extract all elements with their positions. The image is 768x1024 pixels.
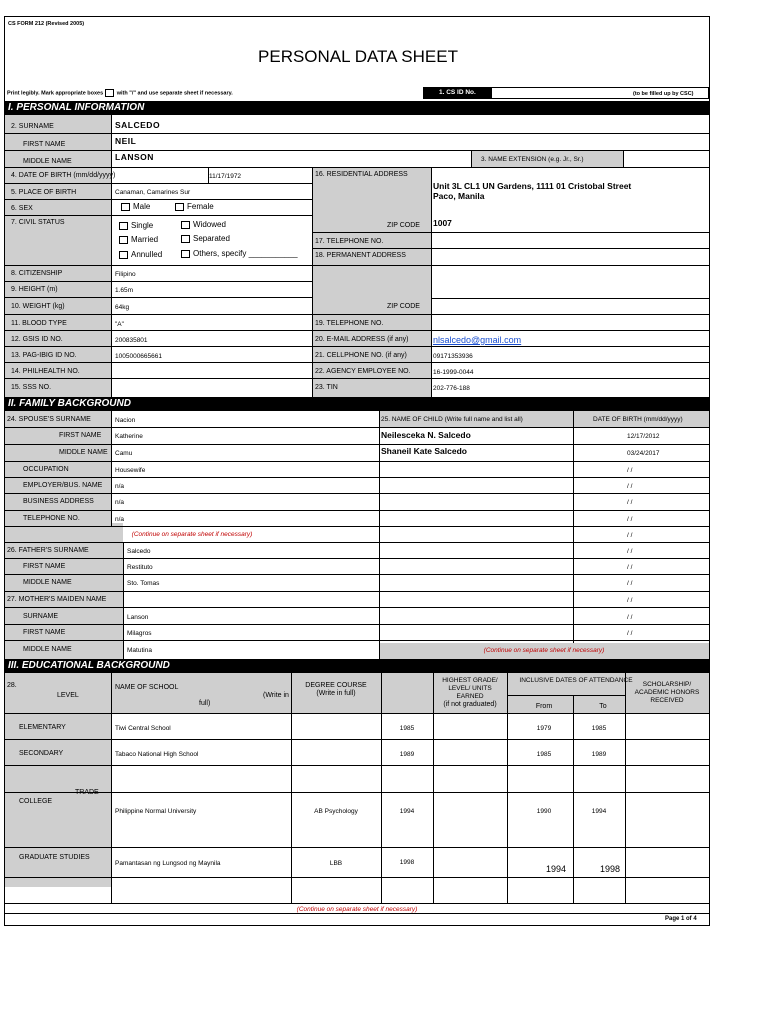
blood-type-value[interactable]: "A" [115, 321, 124, 328]
instructions [7, 89, 233, 98]
child-10-dob[interactable]: / / [627, 580, 633, 587]
gsis-value[interactable]: 200835801 [115, 337, 148, 344]
sss-label: 15. SSS NO. [11, 384, 52, 391]
form-code: CS FORM 212 (Revised 2005) [8, 21, 85, 27]
honors-header: SCHOLARSHIP/ ACADEMIC HONORS RECEIVED [634, 681, 700, 704]
section-educational-background: III. EDUCATIONAL BACKGROUND [5, 659, 709, 673]
section-personal-information: I. PERSONAL INFORMATION [5, 101, 709, 115]
child-8-dob[interactable]: / / [627, 548, 633, 555]
telephone-17-label: 17. TELEPHONE NO. [315, 238, 384, 245]
highest-level-header: HIGHEST GRADE/ LEVEL/ UNITS EARNED [442, 677, 498, 700]
agency-employee-label: 22. AGENCY EMPLOYEE NO. [315, 368, 411, 375]
secondary-school[interactable]: Tabaco National High School [115, 751, 199, 758]
spouse-surname-label: 24. SPOUSE'S SURNAME [7, 416, 91, 423]
spouse-first-value[interactable]: Katherine [115, 433, 143, 440]
secondary-from[interactable]: 1985 [536, 751, 552, 758]
sex-male-option[interactable] [121, 202, 150, 211]
graduate-year[interactable]: 1998 [399, 859, 415, 866]
citizenship-value[interactable]: Filipino [115, 271, 136, 278]
mother-first-value[interactable]: Milagros [127, 630, 152, 637]
checkbox-icon [181, 250, 190, 258]
graduate-from[interactable]: 1994 [545, 864, 567, 874]
middle-name-label: MIDDLE NAME [23, 158, 72, 165]
sex-male-label: Male [133, 202, 151, 211]
mother-middle-label: MIDDLE NAME [23, 646, 72, 653]
mother-first-label: FIRST NAME [23, 629, 66, 636]
sex-female-option[interactable] [175, 202, 214, 211]
tin-label: 23. TIN [315, 384, 338, 391]
elementary-school[interactable]: Tiwi Central School [115, 725, 171, 732]
telephone-value[interactable]: n/a [115, 516, 125, 523]
height-value[interactable]: 1.65m [115, 287, 134, 294]
civil-annulled-option[interactable] [119, 250, 162, 259]
checkbox-icon [181, 235, 190, 243]
pob-label: 5. PLACE OF BIRTH [11, 189, 77, 196]
name-extension-label: 3. NAME EXTENSION (e.g. Jr., Sr.) [481, 156, 584, 163]
father-first-value[interactable]: Restituto [127, 564, 153, 571]
permanent-zip-label: ZIP CODE [387, 303, 420, 310]
residential-zip-value[interactable]: 1007 [433, 218, 452, 228]
cellphone-label: 21. CELLPHONE NO. (if any) [315, 352, 407, 359]
section-family-background: II. FAMILY BACKGROUND [5, 397, 709, 411]
permanent-address-label: 18. PERMANENT ADDRESS [315, 252, 406, 259]
civil-others-label: Others, specify ___________ [193, 249, 298, 258]
occupation-label: OCCUPATION [23, 466, 69, 473]
education-number: 28. [7, 682, 17, 689]
height-label: 9. HEIGHT (m) [11, 286, 58, 293]
secondary-to[interactable]: 1989 [591, 751, 607, 758]
college-to[interactable]: 1994 [591, 808, 607, 815]
child-13-dob[interactable]: / / [627, 630, 633, 637]
telephone-19-label: 19. TELEPHONE NO. [315, 320, 384, 327]
father-middle-value[interactable]: Sto. Tomas [127, 580, 160, 587]
civil-separated-option[interactable] [181, 234, 230, 243]
graduate-school[interactable]: Pamantasan ng Lungsod ng Maynila [115, 860, 221, 867]
spouse-first-label: FIRST NAME [59, 432, 102, 439]
middle-name-value[interactable]: LANSON [115, 152, 154, 162]
page-number: Page 1 of 4 [665, 916, 697, 922]
father-first-label: FIRST NAME [23, 563, 66, 570]
children-dob-header: DATE OF BIRTH (mm/dd/yyyy) [593, 416, 683, 423]
child-5-dob[interactable]: / / [627, 499, 633, 506]
pob-value[interactable]: Canaman, Camarines Sur [115, 189, 191, 196]
elementary-to[interactable]: 1985 [591, 725, 607, 732]
page-title: PERSONAL DATA SHEET [258, 47, 458, 66]
civil-single-label: Single [131, 221, 154, 230]
residential-address-line2[interactable]: Paco, Manila [433, 191, 485, 201]
father-middle-label: MIDDLE NAME [23, 579, 72, 586]
philhealth-label: 14. PHILHEALTH NO. [11, 368, 80, 375]
mother-middle-value[interactable]: Matutina [127, 647, 152, 654]
school-header: NAME OF SCHOOL [115, 684, 179, 691]
civil-single-option[interactable] [119, 221, 153, 230]
child-7-dob[interactable]: / / [627, 532, 633, 539]
dob-value[interactable]: 11/17/1972 [209, 173, 242, 180]
checkbox-sample-icon [105, 89, 114, 97]
elementary-level: ELEMENTARY [19, 724, 66, 731]
sex-female-label: Female [187, 202, 214, 211]
attendance-header: INCLUSIVE DATES OF ATTENDANCE [519, 677, 633, 684]
attendance-to-header: To [599, 703, 607, 710]
weight-label: 10. WEIGHT (kg) [11, 303, 65, 310]
spouse-middle-value[interactable]: Camu [115, 450, 133, 457]
college-school[interactable]: Philippine Normal University [115, 808, 197, 815]
blood-type-label: 11. BLOOD TYPE [11, 320, 67, 327]
civil-married-option[interactable] [119, 235, 158, 244]
cs-id-label: 1. CS ID No. [439, 89, 476, 96]
children-continue-note: (Continue on separate sheet if necessary) [483, 647, 605, 654]
civil-separated-label: Separated [193, 234, 230, 243]
child-2-name[interactable]: Shaneil Kate Salcedo [381, 446, 467, 456]
dob-label: 4. DATE OF BIRTH (mm/dd/yyyy) [11, 172, 116, 179]
secondary-level: SECONDARY [19, 750, 64, 757]
father-surname-label: 26. FATHER'S SURNAME [7, 547, 89, 554]
first-name-value[interactable]: NEIL [115, 136, 137, 146]
checkbox-icon [119, 236, 128, 244]
civil-others-option[interactable] [181, 249, 298, 258]
degree-header: DEGREE COURSE [305, 682, 367, 689]
civil-widowed-option[interactable] [181, 220, 226, 229]
school-header-full: full) [199, 700, 211, 707]
residential-address-label: 16. RESIDENTIAL ADDRESS [315, 171, 408, 178]
surname-value[interactable]: SALCEDO [115, 120, 161, 130]
degree-subheader: (Write in full) [316, 690, 356, 697]
spouse-continue-note: (Continue on separate sheet if necessary) [131, 531, 253, 538]
trade-level: TRADE [75, 789, 99, 796]
elementary-year[interactable]: 1985 [399, 725, 415, 732]
residential-zip-label: ZIP CODE [387, 222, 420, 229]
email-label: 20. E-MAIL ADDRESS (if any) [315, 336, 409, 343]
instructions-pre: Print legibly. Mark appropriate boxes [7, 90, 104, 97]
civil-annulled-label: Annulled [131, 250, 163, 259]
civil-status-label: 7. CIVIL STATUS [11, 219, 65, 226]
occupation-value[interactable]: Housewife [115, 467, 146, 474]
civil-widowed-label: Widowed [193, 220, 226, 229]
employer-value[interactable]: n/a [115, 483, 125, 490]
checkbox-icon [175, 203, 184, 211]
child-1-name[interactable]: Neilesceka N. Salcedo [381, 430, 471, 440]
civil-married-label: Married [131, 235, 159, 244]
citizenship-label: 8. CITIZENSHIP [11, 270, 63, 277]
graduate-level: GRADUATE STUDIES [19, 854, 90, 861]
father-surname-value[interactable]: Salcedo [127, 548, 151, 555]
graduate-degree[interactable]: LBB [329, 860, 343, 867]
graduate-to[interactable]: 1998 [599, 864, 621, 874]
mother-maiden-label: 27. MOTHER'S MAIDEN NAME [7, 596, 107, 603]
mother-surname-value[interactable]: Lanson [127, 614, 149, 621]
highest-level-subheader: (if not graduated) [443, 701, 497, 708]
child-11-dob[interactable]: / / [627, 597, 633, 604]
child-12-dob[interactable]: / / [627, 614, 633, 621]
child-2-dob[interactable]: 03/24/2017 [627, 450, 660, 457]
college-year[interactable]: 1994 [399, 808, 415, 815]
pagibig-label: 13. PAG-IBIG ID NO. [11, 352, 77, 359]
child-9-dob[interactable]: / / [627, 564, 633, 571]
education-continue-note: (Continue on separate sheet if necessary) [296, 906, 418, 913]
attendance-from-header: From [535, 703, 553, 710]
checkbox-icon [181, 221, 190, 229]
college-degree[interactable]: AB Psychology [314, 808, 358, 815]
spouse-middle-label: MIDDLE NAME [59, 449, 108, 456]
personal-data-sheet-form [4, 16, 710, 926]
child-3-dob[interactable]: / / [627, 467, 633, 474]
employer-label: EMPLOYER/BUS. NAME [23, 482, 103, 489]
checkbox-icon [119, 251, 128, 259]
weight-value[interactable]: 64kg [115, 304, 130, 311]
sex-label: 6. SEX [11, 205, 33, 212]
first-name-label: FIRST NAME [23, 141, 66, 148]
secondary-year[interactable]: 1989 [399, 751, 415, 758]
pagibig-value[interactable]: 1005000665661 [115, 353, 162, 360]
children-name-header: 25. NAME OF CHILD (Write full name and list all) [381, 416, 523, 423]
spouse-surname-value[interactable]: Nacion [115, 417, 136, 424]
gsis-label: 12. GSIS ID NO. [11, 336, 63, 343]
residential-address-line1[interactable]: Unit 3L CL1 UN Gardens, 1111 01 Cristobal Street [433, 181, 632, 191]
college-from[interactable]: 1990 [536, 808, 552, 815]
surname-label: 2. SURNAME [11, 123, 54, 130]
mother-surname-label: SURNAME [23, 613, 59, 620]
cs-id-note: (to be filled up by CSC) [633, 91, 694, 97]
school-header-write-in: (Write in [263, 692, 289, 699]
cellphone-value[interactable]: 09171353936 [433, 353, 473, 360]
business-address-value[interactable]: n/a [115, 499, 125, 506]
business-address-label: BUSINESS ADDRESS [23, 498, 94, 505]
agency-employee-value[interactable]: 16-1999-0044 [433, 369, 474, 376]
tin-value[interactable]: 202-776-188 [433, 385, 470, 392]
checkbox-icon [119, 222, 128, 230]
instructions-post: with "/" and use separate sheet if necessary. [116, 90, 233, 97]
elementary-from[interactable]: 1979 [536, 725, 552, 732]
telephone-label: TELEPHONE NO. [23, 515, 80, 522]
child-1-dob[interactable]: 12/17/2012 [627, 433, 660, 440]
child-6-dob[interactable]: / / [627, 516, 633, 523]
email-value[interactable]: nlsalcedo@gmail.com [433, 335, 522, 345]
college-level: COLLEGE [19, 798, 53, 805]
checkbox-icon [121, 203, 130, 211]
level-header: LEVEL [57, 692, 79, 699]
child-4-dob[interactable]: / / [627, 483, 633, 490]
